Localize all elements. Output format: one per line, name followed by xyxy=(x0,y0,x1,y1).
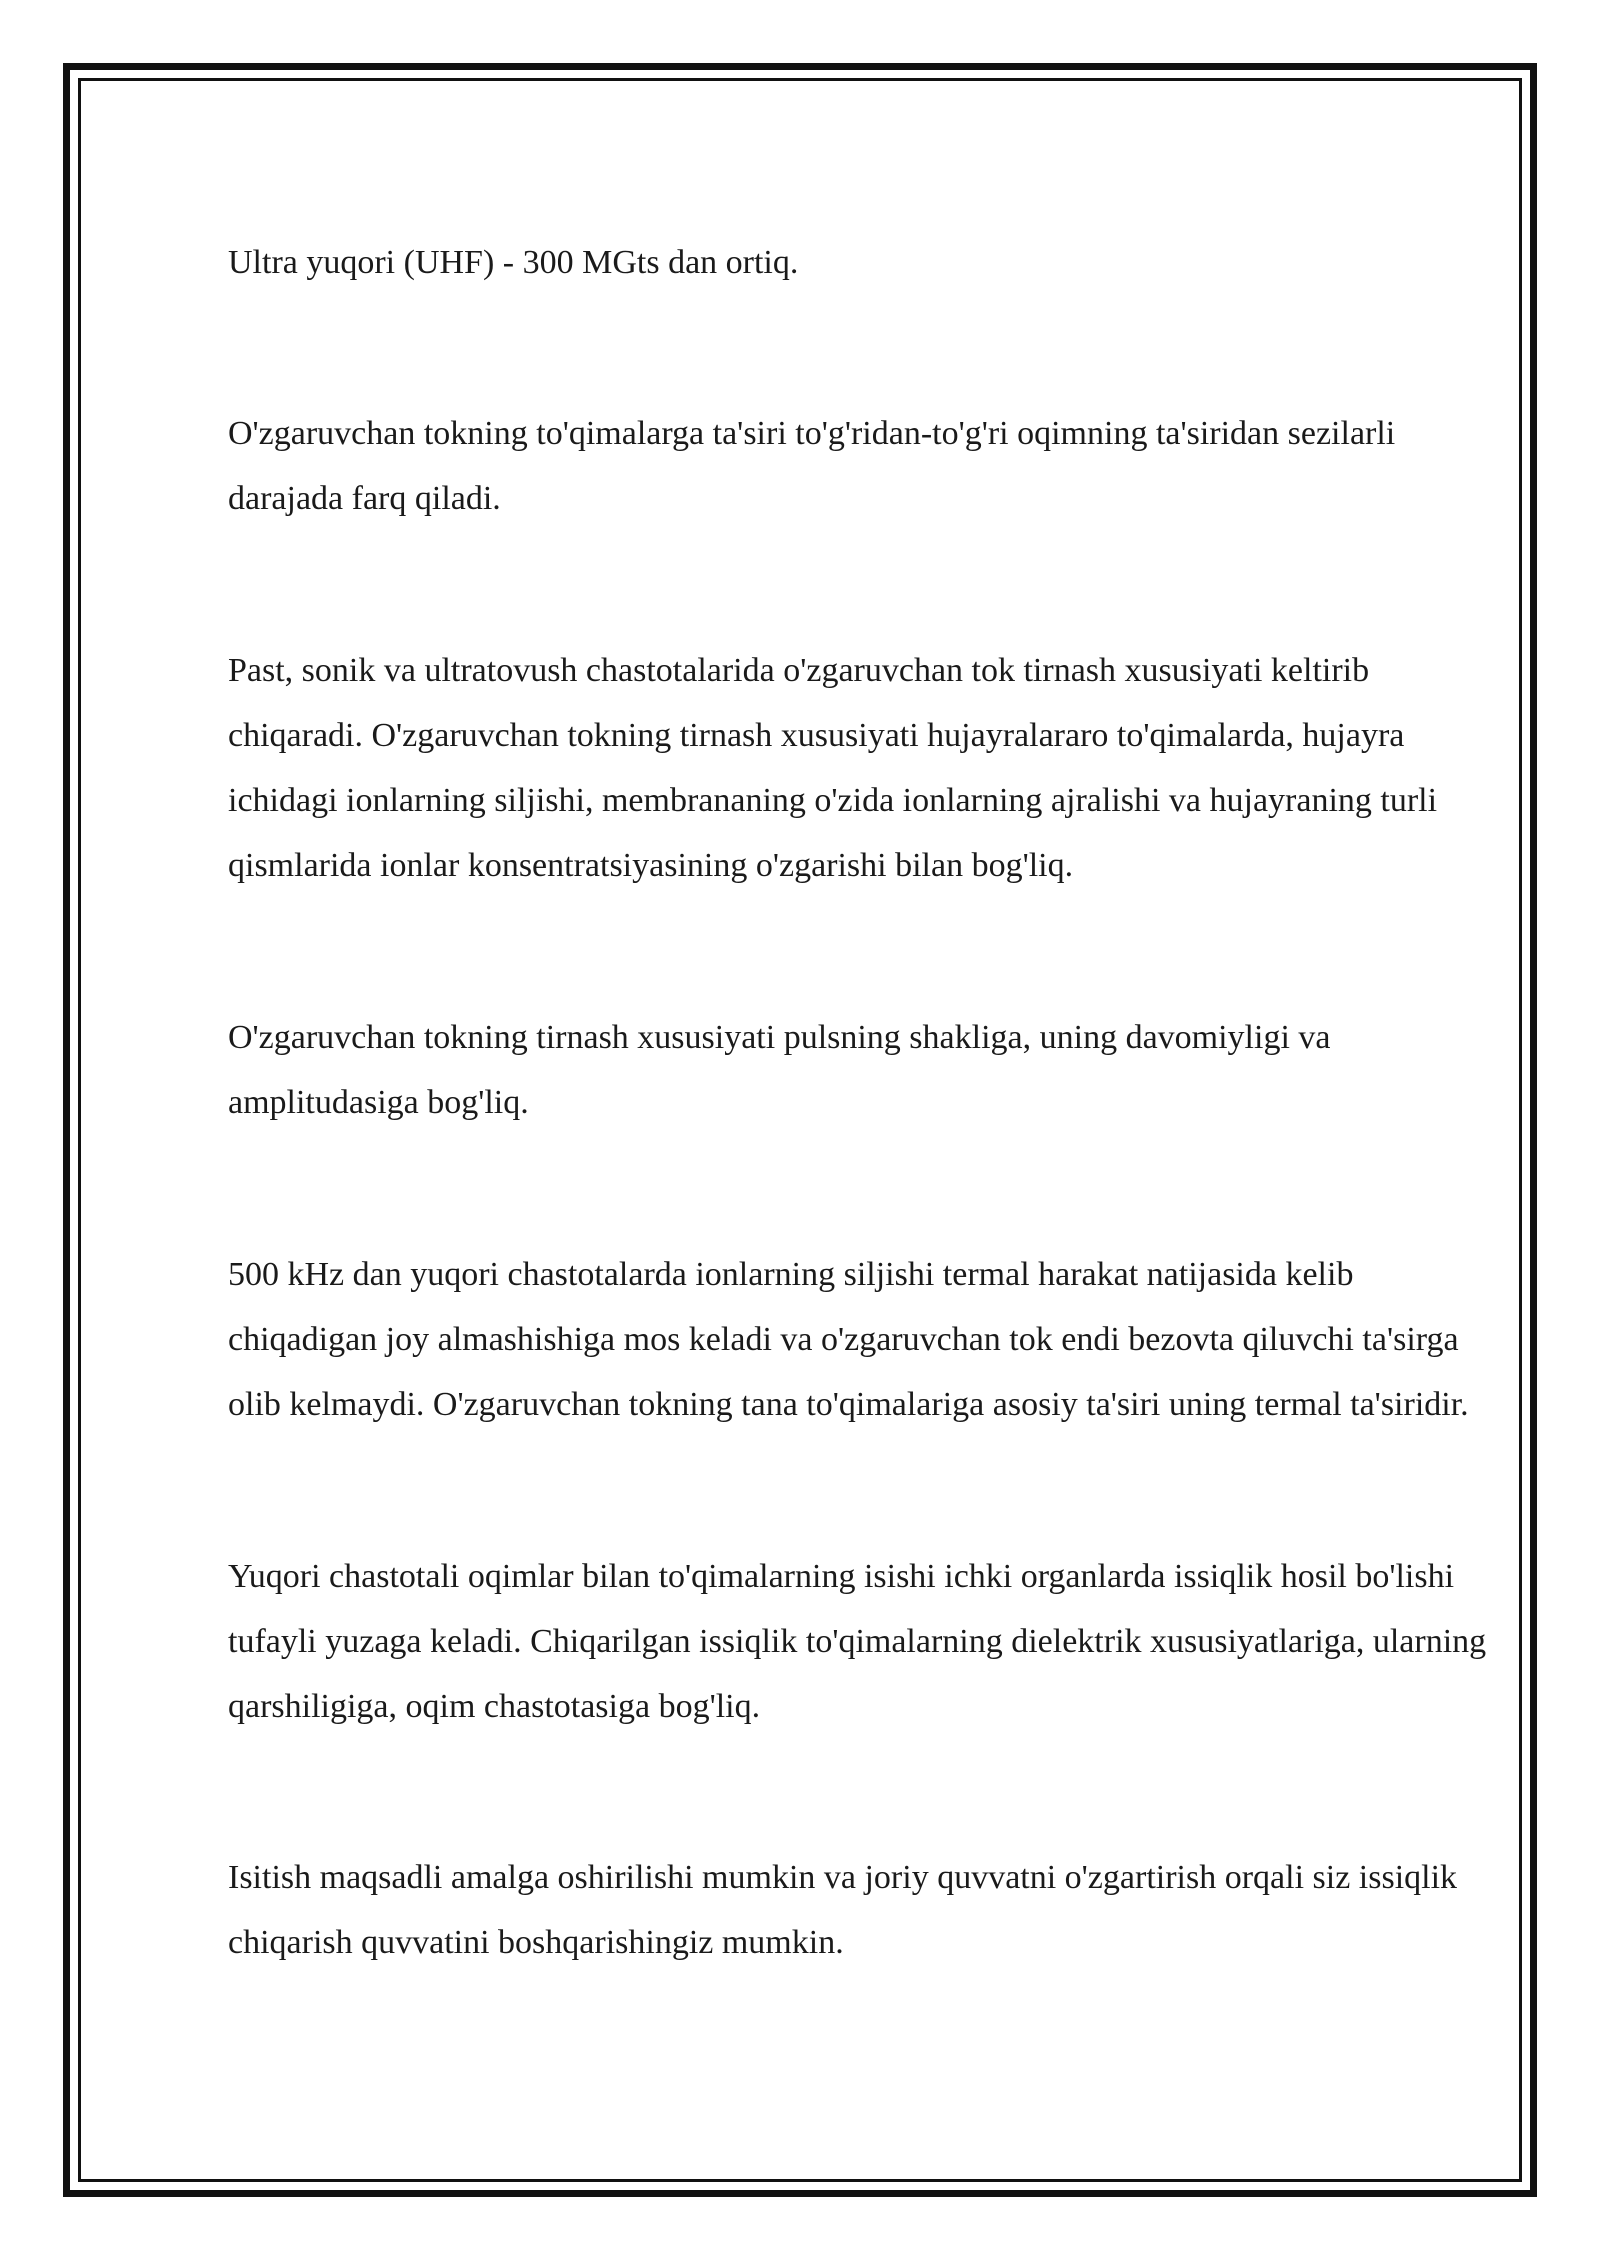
document-body xyxy=(228,230,1490,1975)
paragraph-tissue-heating: Yuqori chastotali oqimlar bilan to'qimalarning isishi ichki organlarda issiqlik hosil bo'lishi tufayli yuzaga keladi. Chiqarilgan issiqlik to'qimalarning dielektrik xususiyatlariga, ularning qarshiligiga, oqim chastotasiga bog'liq. xyxy=(228,1558,1487,1725)
paragraph-low-frequency-irritation: Past, sonik va ultratovush chastotalarida o'zgaruvchan tok tirnash xususiyati keltirib chiqaradi. O'zgaruvchan tokning tirnash xususiyati hujayralararo to'qimalarda, hujayra ichidagi ionlarning siljishi, membrananing o'zida ionlarning ajralishi va hujayraning turli qismlarida ionlar konsentratsiyasining o'zgarishi bilan bog'liq. xyxy=(228,652,1438,884)
paragraph-high-frequency-thermal: 500 kHz dan yuqori chastotalarda ionlarning siljishi termal harakat natijasida kelib chiqadigan joy almashishiga mos keladi va o'zgaruvchan tok endi bezovta qiluvchi ta'sirga olib kelmaydi. O'zgaruvchan tokning tana to'qimalariga asosiy ta'siri uning termal ta'siridir. xyxy=(228,1256,1469,1423)
paragraph-heating-control: Isitish maqsadli amalga oshirilishi mumkin va joriy quvvatni o'zgartirish orqali siz issiqlik chiqarish quvvatini boshqarishingiz mumkin. xyxy=(228,1859,1458,1961)
paragraph-ac-vs-dc: O'zgaruvchan tokning to'qimalarga ta'siri to'g'ridan-to'g'ri oqimning ta'siridan sezilarli darajada farq qiladi. xyxy=(228,415,1396,517)
paragraph-uhf: Ultra yuqori (UHF) - 300 MGts dan ortiq. xyxy=(228,244,799,281)
paragraph-pulse-shape: O'zgaruvchan tokning tirnash xususiyati pulsning shakliga, uning davomiyligi va amplitudasiga bog'liq. xyxy=(228,1019,1331,1121)
